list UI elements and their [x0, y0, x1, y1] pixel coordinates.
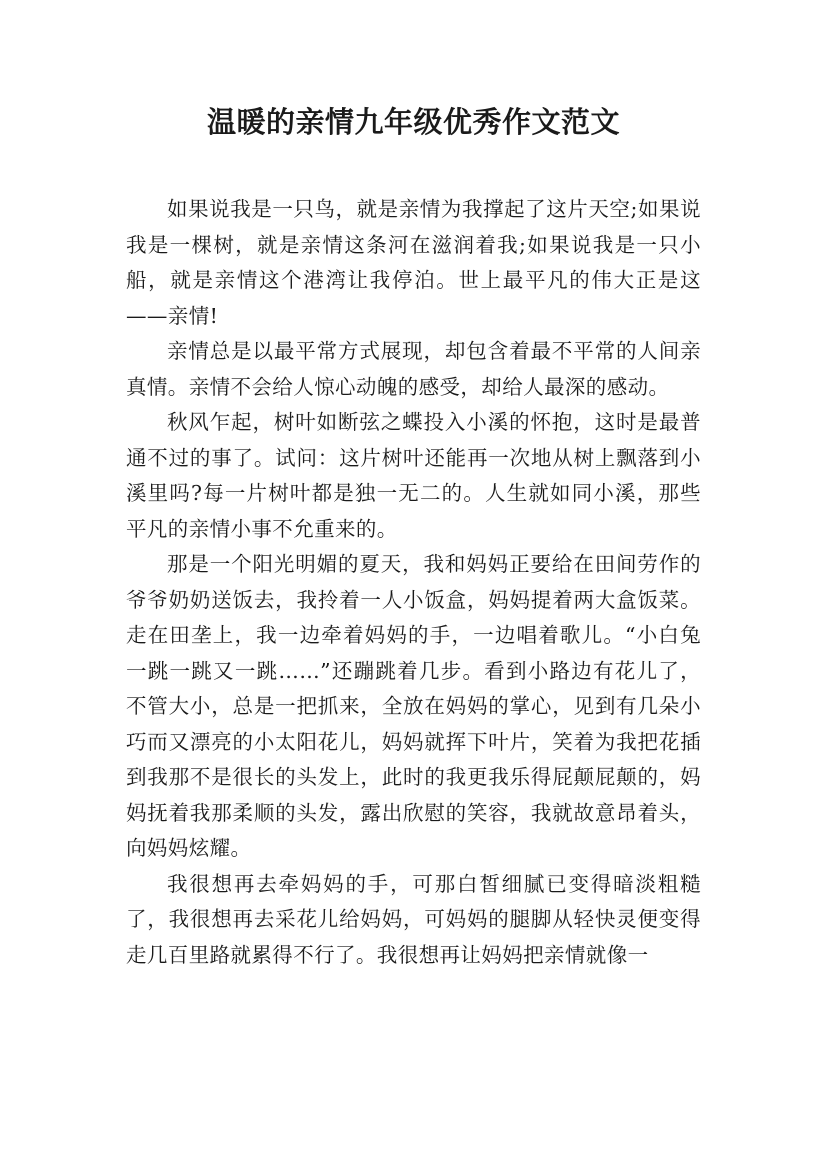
paragraph: 那是一个阳光明媚的夏天，我和妈妈正要给在田间劳作的爷爷奶奶送饭去，我拎着一人小饭盒，妈妈提着两大盒饭菜。走在田垄上，我一边牵着妈妈的手，一边唱着歌儿。“小白兔一跳一跳又一跳……”还蹦跳着几步。看到小路边有花儿了，不管大小，总是一把抓来，全放在妈妈的掌心，见到有几朵小巧而又漂亮的小太阳花儿，妈妈就挥下叶片，笑着为我把花插到我那不是很长的头发上，此时的我更我乐得屁颠屁颠的，妈妈抚着我那柔顺的头发，露出欣慰的笑容，我就故意昂着头，向妈妈炫耀。 [126, 552, 701, 860]
paragraph: 我很想再去牵妈妈的手，可那白皙细腻已变得暗淡粗糙了，我很想再去采花儿给妈妈，可妈妈的腿脚从轻快灵便变得走几百里路就累得不行了。我很想再让妈妈把亲情就像一 [126, 871, 701, 967]
paragraph: 秋风乍起，树叶如断弦之蝶投入小溪的怀抱，这时是最普通不过的事了。试问：这片树叶还能再一次地从树上飘落到小溪里吗?每一片树叶都是独一无二的。人生就如同小溪，那些平凡的亲情小事不允重来的。 [126, 410, 701, 541]
paragraph: 如果说我是一只鸟，就是亲情为我撑起了这片天空;如果说我是一棵树，就是亲情这条河在滋润着我;如果说我是一只小船，就是亲情这个港湾让我停泊。世上最平凡的伟大正是这——亲情! [126, 197, 701, 328]
document-title: 温暖的亲情九年级优秀作文范文 [206, 105, 620, 139]
paragraph: 亲情总是以最平常方式展现，却包含着最不平常的人间亲真情。亲情不会给人惊心动魄的感受，却给人最深的感动。 [126, 339, 701, 399]
document-body [126, 192, 701, 973]
